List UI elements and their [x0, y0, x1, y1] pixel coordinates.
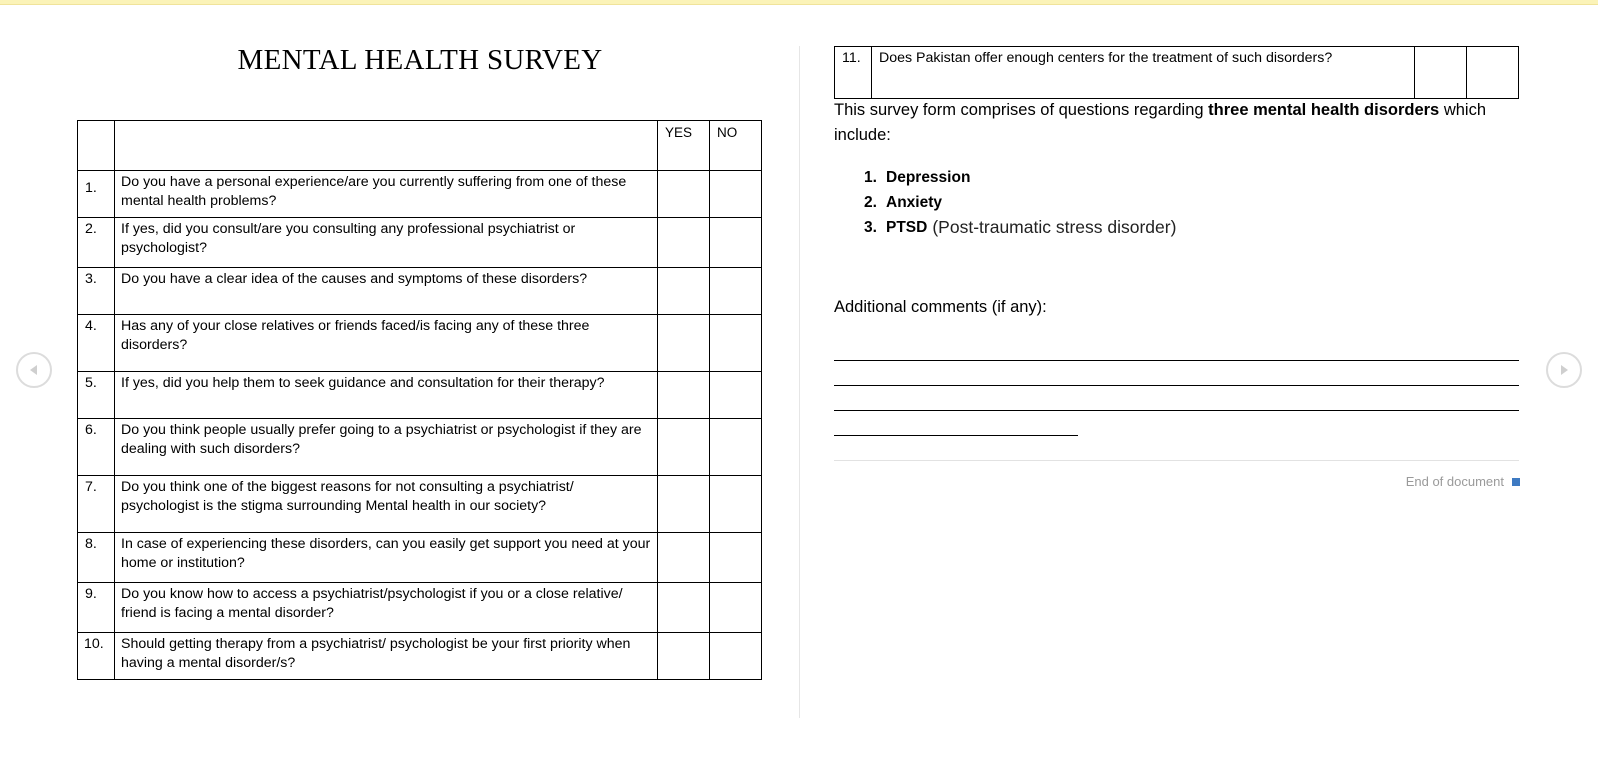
list-item-number: 2.	[864, 194, 877, 211]
table-row	[78, 633, 762, 680]
no-checkbox-cell[interactable]	[710, 315, 762, 372]
table-row	[78, 372, 762, 419]
yes-checkbox-cell[interactable]	[658, 533, 710, 583]
no-checkbox-cell[interactable]	[710, 583, 762, 633]
no-checkbox-cell[interactable]	[710, 372, 762, 419]
intro-paragraph	[834, 98, 1524, 148]
row-question: If yes, did you help them to seek guidance and consultation for their therapy?	[115, 372, 658, 419]
previous-page-button[interactable]	[16, 352, 52, 388]
row-question: Do you know how to access a psychiatrist/psychologist if you or a close relative/ friend is facing a mental disorder?	[115, 583, 658, 633]
comment-line[interactable]	[834, 360, 1519, 361]
no-checkbox-cell[interactable]	[710, 533, 762, 583]
yes-checkbox-cell[interactable]	[658, 633, 710, 680]
list-item-name: Anxiety	[886, 194, 942, 211]
header-no: NO	[710, 121, 762, 171]
yes-checkbox-cell[interactable]	[658, 419, 710, 476]
chevron-right-icon	[1557, 363, 1571, 377]
intro-text-after: which include:	[834, 101, 1487, 144]
no-checkbox-cell[interactable]	[710, 218, 762, 268]
row-number: 6.	[78, 419, 115, 476]
list-item-number: 3.	[864, 219, 877, 236]
intro-text-before: This survey form comprises of questions regarding	[834, 101, 1209, 119]
yes-checkbox-cell[interactable]	[658, 218, 710, 268]
list-item	[864, 215, 1176, 240]
row-question: Does Pakistan offer enough centers for the treatment of such disorders?	[872, 47, 1415, 99]
table-row	[78, 533, 762, 583]
no-checkbox-cell[interactable]	[710, 633, 762, 680]
comment-line[interactable]	[834, 385, 1519, 386]
list-item-number: 1.	[864, 169, 877, 186]
no-checkbox-cell[interactable]	[710, 419, 762, 476]
row-number: 2.	[78, 218, 115, 268]
row-number: 4.	[78, 315, 115, 372]
row-question: Do you have a personal experience/are you currently suffering from one of these mental health problems?	[115, 171, 658, 218]
header-yes: YES	[658, 121, 710, 171]
row-number: 3.	[78, 268, 115, 315]
row-number: 11.	[835, 47, 872, 99]
comment-line[interactable]	[834, 410, 1519, 411]
header-question-cell	[115, 121, 658, 171]
page-title: MENTAL HEALTH SURVEY	[237, 44, 603, 76]
no-checkbox-cell[interactable]	[710, 171, 762, 218]
survey-table	[77, 120, 762, 680]
yes-checkbox-cell[interactable]	[1415, 47, 1467, 99]
yes-checkbox-cell[interactable]	[658, 315, 710, 372]
row-question: Should getting therapy from a psychiatrist/ psychologist be your first priority when having a mental disorder/s?	[115, 633, 658, 680]
yes-checkbox-cell[interactable]	[658, 171, 710, 218]
row-question: Do you think people usually prefer going to a psychiatrist or psychologist if they are dealing with such disorders?	[115, 419, 658, 476]
chevron-left-icon	[27, 363, 41, 377]
next-page-button[interactable]	[1546, 352, 1582, 388]
page-divider	[799, 46, 800, 718]
header-num-cell	[78, 121, 115, 171]
top-notification-strip	[0, 0, 1598, 5]
table-row	[78, 315, 762, 372]
yes-checkbox-cell[interactable]	[658, 372, 710, 419]
list-item-name: PTSD	[886, 219, 928, 236]
disorders-list	[864, 165, 1176, 240]
intro-bold-text: three mental health disorders	[1208, 101, 1440, 119]
end-of-document-rule	[834, 460, 1519, 461]
table-row	[835, 47, 1519, 99]
row-question: If yes, did you consult/are you consulting any professional psychiatrist or psychologist?	[115, 218, 658, 268]
table-row	[78, 171, 762, 218]
table-header-row	[78, 121, 762, 171]
comments-label: Additional comments (if any):	[834, 298, 1047, 316]
table-row	[78, 583, 762, 633]
list-item	[864, 190, 1176, 215]
table-row	[78, 268, 762, 315]
row-number: 9.	[78, 583, 115, 633]
row-number: 7.	[78, 476, 115, 533]
list-item-name: Depression	[886, 169, 971, 186]
row-number: 10.	[78, 633, 115, 680]
no-checkbox-cell[interactable]	[710, 268, 762, 315]
row-question: Do you have a clear idea of the causes and symptoms of these disorders?	[115, 268, 658, 315]
row-question: In case of experiencing these disorders, can you easily get support you need at your home or institution?	[115, 533, 658, 583]
list-item	[864, 165, 1176, 190]
comment-line[interactable]	[834, 435, 1078, 436]
row-question: Do you think one of the biggest reasons for not consulting a psychiatrist/ psychologist is the stigma surrounding Mental health in our society?	[115, 476, 658, 533]
end-square-icon	[1512, 478, 1520, 486]
row-number: 5.	[78, 372, 115, 419]
no-checkbox-cell[interactable]	[710, 476, 762, 533]
row-question: Has any of your close relatives or friends faced/is facing any of these three disorders?	[115, 315, 658, 372]
row-number: 8.	[78, 533, 115, 583]
table-row	[78, 218, 762, 268]
end-of-document-marker	[1380, 474, 1520, 489]
yes-checkbox-cell[interactable]	[658, 476, 710, 533]
survey-table-continued	[834, 46, 1519, 99]
list-item-description: (Post-traumatic stress disorder)	[932, 217, 1177, 237]
end-of-document-text: End of document	[1405, 474, 1504, 489]
no-checkbox-cell[interactable]	[1467, 47, 1519, 99]
yes-checkbox-cell[interactable]	[658, 268, 710, 315]
table-row	[78, 419, 762, 476]
yes-checkbox-cell[interactable]	[658, 583, 710, 633]
row-number: 1.	[78, 171, 115, 218]
table-row	[78, 476, 762, 533]
